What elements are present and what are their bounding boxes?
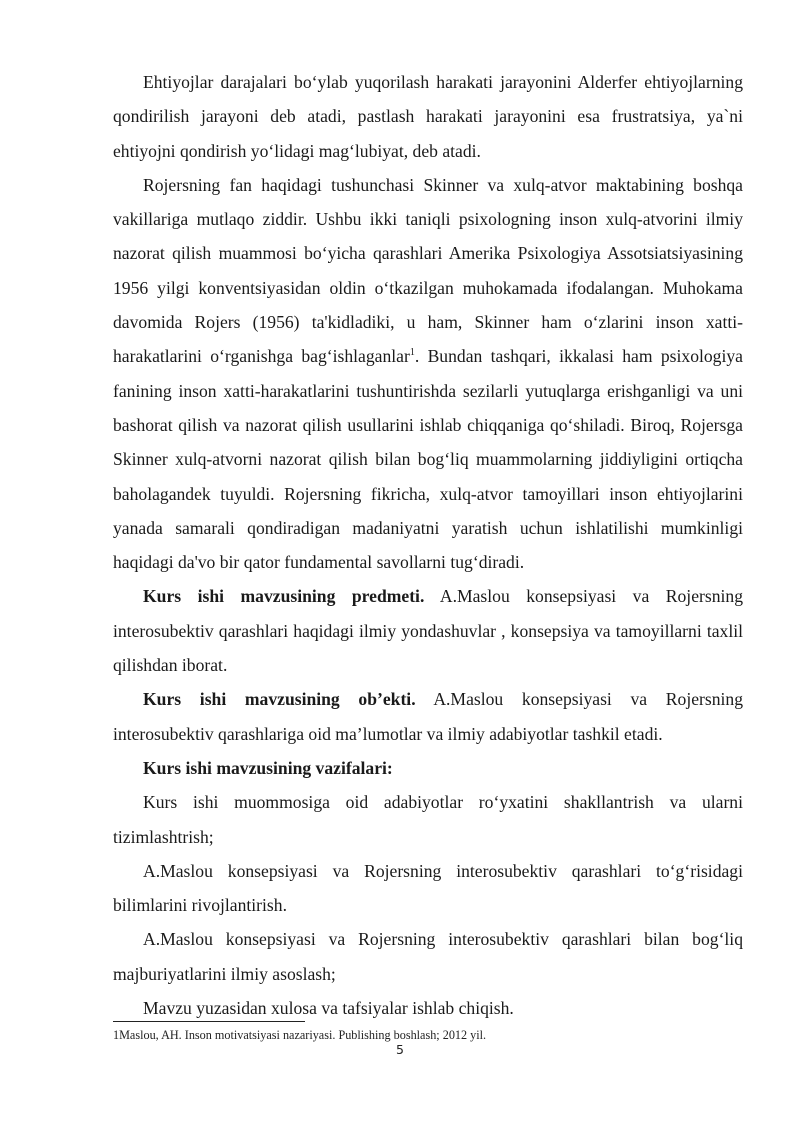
object-heading: Kurs ishi mavzusining ob’ekti.	[143, 689, 416, 710]
paragraph-text: Mavzu yuzasidan xulosa va tafsiyalar ishlab chiqish.	[143, 998, 514, 1019]
footnote-reference[interactable]: 1	[409, 347, 415, 359]
task-item-2	[113, 854, 743, 923]
paragraph-text-continued: . Bundan tashqari, ikkalasi ham psixologiya fanining inson xatti-harakatlarini tushuntirishda sezilarli yutuqlarga erishganligi va uni bashorat qilish va nazorat qilish usullarini ishlab chiqqaniga qo‘shiladi. Biroq, Rojersga Skinner xulq-atvorni nazorat qilish bilan bog‘liq muammolarning jiddiyligini ortiqcha baholagandek tuyuldi. Rojersning fikricha, xulq-atvor tamoyillari inson ehtiyojlarini yanada samarali qondiradigan madaniyatni yaratish uchun ishlatilishi mumkinligi haqidagi da'vo bir qator fundamental savollarni tug‘diradi.	[113, 346, 743, 573]
paragraph-text: Rojersning fan haqidagi tushunchasi Skinner va xulq-atvor maktabining boshqa vakillariga mutlaqo ziddir. Ushbu ikki taniqli psixologning inson xulq-atvorini ilmiy nazorat qilish muammosi bo‘yicha qarashlari Amerika Psixologiya Assotsiatsiyasining 1956 yilgi konventsiyasidan oldin o‘tkazilgan muhokamada ifodalangan. Muhokama davomida Rojers (1956) ta'kidladiki, u ham, Skinner ham o‘zlarini inson xatti-harakatlarini o‘rganishga bag‘ishlaganlar	[113, 174, 743, 367]
paragraph-subject	[113, 579, 743, 682]
paragraph-text: A.Maslou konsepsiyasi va Rojersning interosubektiv qarashlariga oid ma’lumotlar va ilmiy adabiyotlar tashkil etadi.	[113, 689, 743, 744]
paragraph-tasks-heading	[113, 751, 743, 785]
paragraph-1	[113, 65, 743, 168]
footnote-separator	[113, 1021, 305, 1022]
paragraph-text: A.Maslou konsepsiyasi va Rojersning interosubektiv qarashlari to‘g‘risidagi bilimlarini rivojlantirish.	[113, 860, 743, 916]
body-text	[113, 65, 743, 1025]
subject-heading: Kurs ishi mavzusining predmeti.	[143, 586, 425, 607]
page-number: 5	[396, 1042, 404, 1057]
paragraph-text: Ehtiyojlar darajalari bo‘ylab yuqorilash harakati jarayonini Alderfer ehtiyojlarning qondirilish jarayoni deb atadi, pastlash harakati jarayonini esa frustratsiya, ya`ni ehtiyojni qondirish yo‘lidagi mag‘lubiyat, deb atadi.	[113, 72, 743, 161]
paragraph-text: A.Maslou konsepsiyasi va Rojersning interosubektiv qarashlari haqidagi ilmiy yondashuvlar , konsepsiya va tamoyillarni taxlil qilishdan iborat.	[113, 586, 743, 676]
paragraph-2	[113, 168, 743, 580]
paragraph-object	[113, 682, 743, 751]
task-item-1	[113, 785, 743, 854]
paragraph-text: A.Maslou konsepsiyasi va Rojersning interosubektiv qarashlari bilan bog‘liq majburiyatlarini ilmiy asoslash;	[113, 929, 743, 984]
footnote: 1Maslou, AH. Inson motivatsiyasi nazariyasi. Publishing boshlash; 2012 yil.	[113, 1028, 487, 1042]
paragraph-text: Kurs ishi muommosiga oid adabiyotlar ro‘yxatini shakllantrish va ularni tizimlashtrish;	[113, 792, 743, 847]
task-item-3	[113, 922, 743, 991]
tasks-heading: Kurs ishi mavzusining vazifalari:	[143, 757, 393, 778]
